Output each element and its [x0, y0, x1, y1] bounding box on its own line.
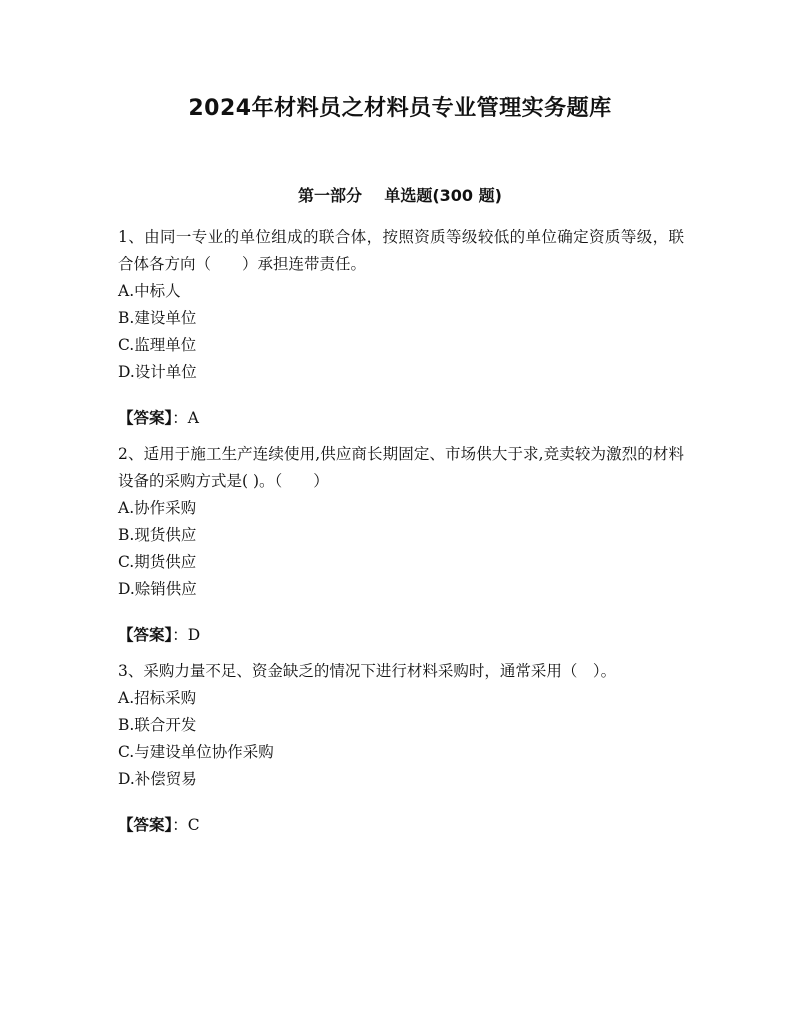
option-a: A.协作采购: [118, 499, 197, 517]
option-c: C.监理单位: [118, 336, 197, 354]
option-list: [118, 495, 684, 603]
answer-line: [118, 405, 684, 432]
question-1: [118, 224, 684, 432]
option-d: D.补偿贸易: [118, 770, 197, 788]
answer-line: [118, 812, 684, 839]
question-stem: 1、由同一专业的单位组成的联合体，按照资质等级较低的单位确定资质等级，联合体各方向（ ）承担连带责任。: [118, 228, 684, 273]
answer-value: ：A: [172, 409, 199, 427]
answer-label: 【答案】: [118, 816, 173, 834]
option-d: D.赊销供应: [118, 580, 197, 598]
answer-value: ：C: [172, 816, 200, 834]
option-b: B.建设单位: [118, 309, 197, 327]
question-list: [118, 224, 684, 839]
option-list: [118, 685, 684, 793]
document-title: 2024年材料员之材料员专业管理实务题库: [188, 96, 612, 121]
option-c: C.期货供应: [118, 553, 197, 571]
option-b: B.现货供应: [118, 526, 197, 544]
option-list: [118, 278, 684, 386]
question-3: [118, 658, 684, 839]
answer-value: ：D: [172, 626, 201, 644]
option-b: B.联合开发: [118, 716, 197, 734]
question-stem: 2、适用于施工生产连续使用,供应商长期固定、市场供大于求,竞卖较为激烈的材料设备的采购方式是( )。（ ）: [118, 445, 684, 490]
option-d: D.设计单位: [118, 363, 197, 381]
option-a: A.中标人: [118, 282, 181, 300]
answer-label: 【答案】: [118, 409, 173, 427]
option-a: A.招标采购: [118, 689, 197, 707]
question-stem: 3、采购力量不足、资金缺乏的情况下进行材料采购时，通常采用（ ）。: [118, 662, 617, 680]
answer-label: 【答案】: [118, 626, 173, 644]
question-2: [118, 441, 684, 649]
option-c: C.与建设单位协作采购: [118, 743, 274, 761]
section-heading: 第一部分 单选题(300 题): [298, 186, 502, 205]
answer-line: [118, 622, 684, 649]
